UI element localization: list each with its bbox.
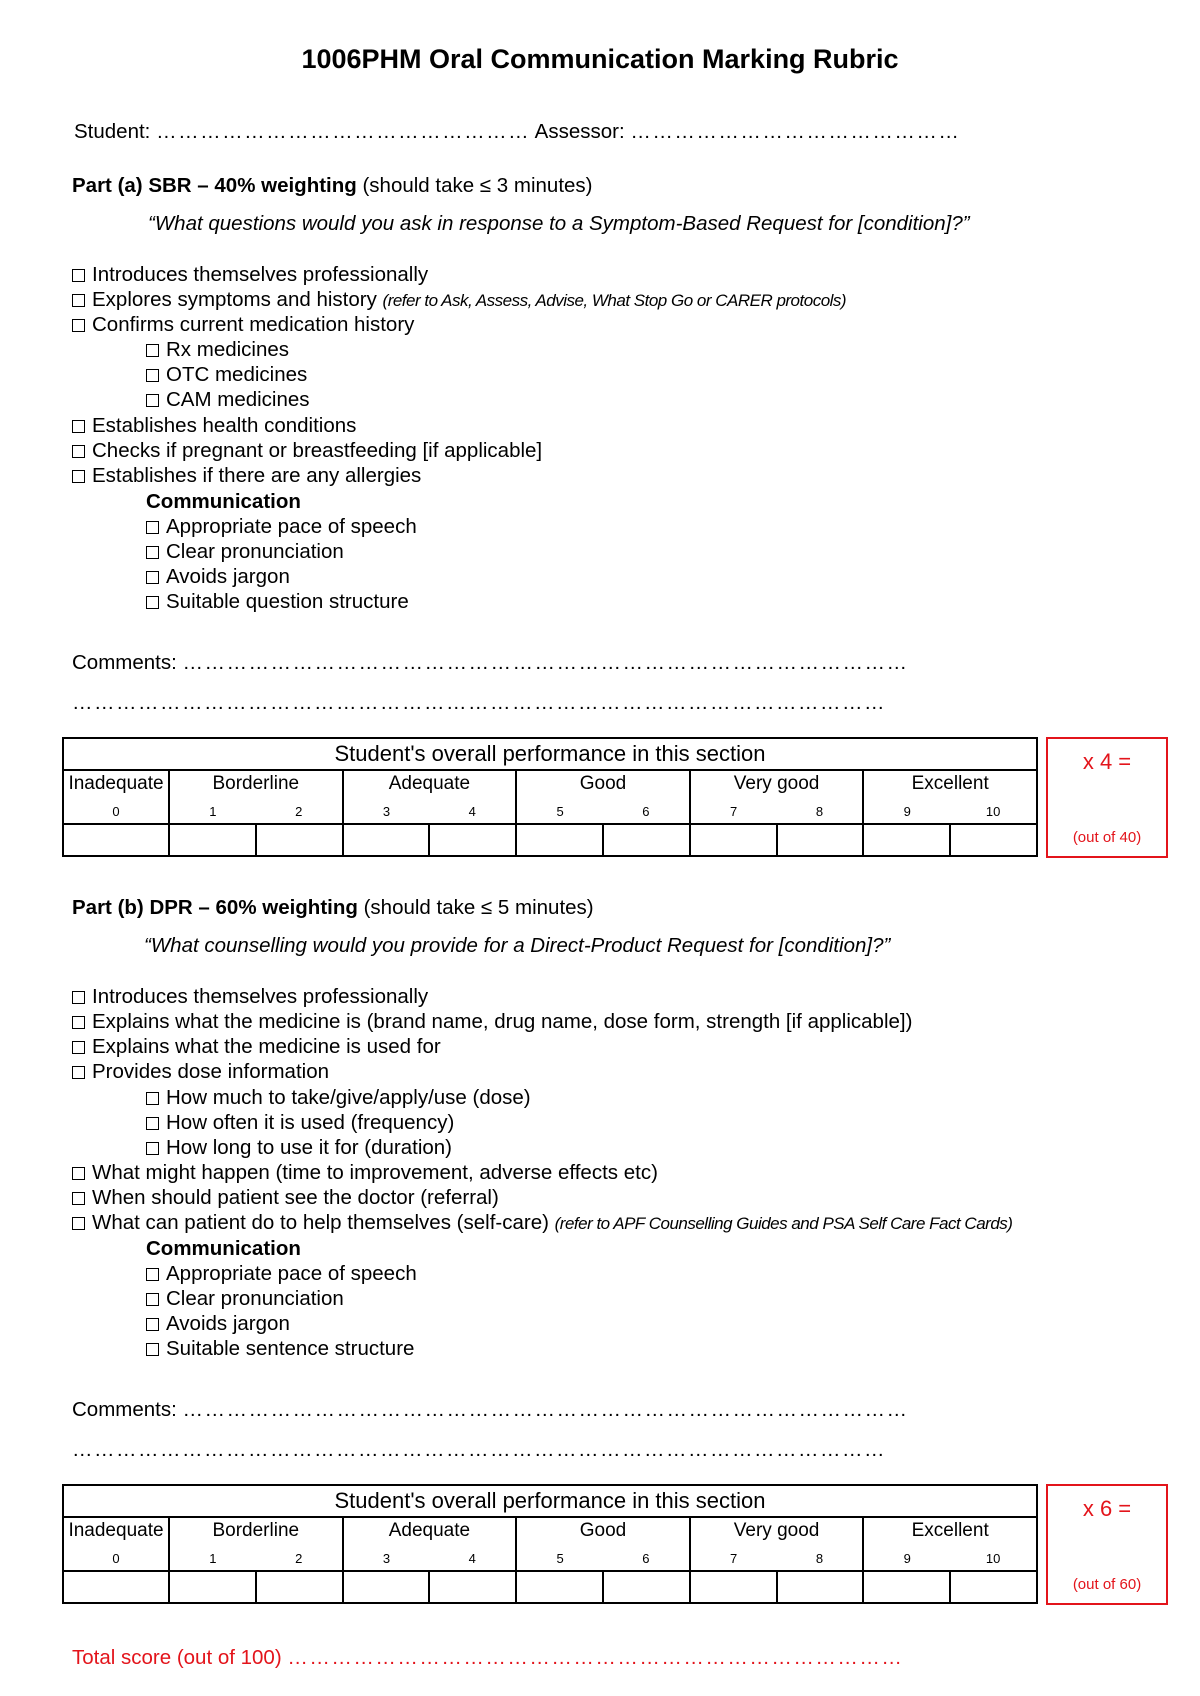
part_b-checklist-item (72, 1161, 658, 1185)
score-cell[interactable] (256, 1571, 343, 1603)
checklist-item-label: What can patient do to help themselves (self-care) (92, 1211, 555, 1234)
checkbox[interactable] (146, 1092, 159, 1105)
performance-category (169, 770, 343, 824)
score-number: 9 (903, 1551, 911, 1566)
part_a-communication-heading: Communication (146, 490, 301, 513)
score-number: 10 (985, 804, 1001, 819)
part_b-checklist-item (146, 1111, 454, 1135)
category-label: Inadequate (68, 1520, 164, 1541)
score-cell[interactable] (516, 824, 603, 856)
category-label: Borderline (212, 773, 300, 794)
checkbox[interactable] (146, 1142, 159, 1155)
score-number: 4 (468, 804, 476, 819)
part-b-comments-line (72, 1398, 909, 1422)
checkbox[interactable] (72, 294, 85, 307)
part-a-heading (72, 174, 593, 198)
part_b-checklist-item (72, 1060, 329, 1084)
part-b-performance-table (62, 1484, 1036, 1604)
checkbox[interactable] (72, 445, 85, 458)
checkbox[interactable] (146, 521, 159, 534)
performance-category (63, 770, 169, 824)
score-cell[interactable] (950, 824, 1037, 856)
performance-category (690, 770, 864, 824)
checklist-item-label: Establishes if there are any allergies (92, 464, 422, 487)
communication-item-label: Avoids jargon (166, 1312, 290, 1335)
score-number: 8 (815, 804, 824, 819)
checkbox[interactable] (72, 1016, 85, 1029)
category-label: Adequate (388, 773, 471, 794)
score-cell[interactable] (343, 1571, 430, 1603)
category-label: Adequate (388, 1520, 471, 1541)
part-a-question: “What questions would you ask in response to a Symptom-Based Request for [condition]?” (148, 212, 970, 235)
part-b-comments-field[interactable]: ……………………………………………………………………………………… (182, 1398, 909, 1421)
score-cell[interactable] (343, 824, 430, 856)
score-number: 5 (556, 804, 564, 819)
category-label: Inadequate (68, 773, 164, 794)
communication-item-label: Clear pronunciation (166, 1287, 344, 1310)
checklist-item-label: CAM medicines (166, 388, 310, 411)
score-cell[interactable] (256, 824, 343, 856)
checkbox[interactable] (72, 991, 85, 1004)
assessor-label: Assessor: (534, 120, 625, 143)
score-number: 10 (985, 1551, 1001, 1566)
performance-category (63, 1517, 169, 1571)
communication-item-label: Suitable question structure (166, 590, 409, 613)
student-label: Student: (74, 120, 151, 143)
category-label: Good (579, 1520, 627, 1541)
checkbox[interactable] (72, 1192, 85, 1205)
part_a-communication-item (146, 515, 417, 539)
checklist-item-label: Confirms current medication history (92, 313, 415, 336)
part_a-checklist-item (146, 363, 307, 387)
part_a-checklist-item (72, 439, 542, 463)
performance-category (169, 1517, 343, 1571)
score-cell[interactable] (603, 824, 690, 856)
checklist-item-label: OTC medicines (166, 363, 308, 386)
checklist-item-label: Checks if pregnant or breastfeeding [if applicable] (92, 439, 543, 462)
score-number: 7 (730, 804, 738, 819)
assessor-field[interactable]: ……………………………………… (630, 120, 961, 143)
score-cell[interactable] (169, 824, 256, 856)
part-b-question: “What counselling would you provide for a Direct-Product Request for [condition]?” (144, 934, 891, 957)
performance-grid (62, 1484, 1038, 1604)
score-number: 2 (295, 804, 303, 819)
performance-category (516, 1517, 690, 1571)
checkbox[interactable] (146, 344, 159, 357)
checkbox[interactable] (72, 1217, 85, 1230)
category-label: Very good (733, 1520, 820, 1541)
score-number: 6 (642, 1551, 650, 1566)
checklist-item-label: Provides dose information (92, 1060, 330, 1083)
communication-item-label: Appropriate pace of speech (166, 1262, 417, 1285)
checklist-item-label: Introduces themselves professionally (92, 263, 429, 286)
score-number: 5 (556, 1551, 564, 1566)
part_a-checklist-item (72, 414, 356, 438)
student-field[interactable]: …………………………………………… (156, 120, 531, 143)
communication-item-label: Suitable sentence structure (166, 1337, 415, 1360)
score-number: 3 (382, 804, 391, 819)
part-a-comments-field[interactable]: ……………………………………………………………………………………… (182, 651, 909, 674)
score-number: 3 (382, 1551, 391, 1566)
part_a-checklist-item (146, 388, 310, 412)
part_b-checklist-item (72, 1035, 441, 1059)
checkbox[interactable] (72, 420, 85, 433)
part_a-checklist-item (72, 464, 421, 488)
part_a-communication-item (146, 590, 409, 614)
performance-category (690, 1517, 864, 1571)
score-number: 7 (730, 1551, 738, 1566)
part-a-performance-table (62, 737, 1036, 857)
performance-header: Student's overall performance in this section (63, 1485, 1037, 1517)
part_b-communication-heading: Communication (146, 1237, 301, 1260)
part_a-checklist-item (72, 288, 846, 313)
performance-category (343, 1517, 517, 1571)
checklist-item-label: Establishes health conditions (92, 414, 357, 437)
performance-category (516, 770, 690, 824)
part-a-heading-bold: Part (a) SBR – 40% weighting (72, 174, 357, 197)
total-score-line (72, 1646, 903, 1670)
communication-item-label: Avoids jargon (166, 565, 290, 588)
checklist-item-label: How much to take/give/apply/use (dose) (166, 1086, 531, 1109)
checkbox[interactable] (146, 1318, 159, 1331)
part_b-communication-item (146, 1337, 414, 1361)
part_b-checklist-item (146, 1136, 452, 1160)
checkbox[interactable] (146, 1268, 159, 1281)
student-assessor-line (74, 120, 960, 144)
score-cell[interactable] (516, 1571, 603, 1603)
score-number: 1 (209, 1551, 217, 1566)
checklist-item-label: Introduces themselves professionally (92, 985, 429, 1008)
part-a-out-of: (out of 40) (1072, 829, 1142, 846)
total-score-field[interactable]: ………………………………………………………………………… (287, 1646, 904, 1669)
part_a-communication-item (146, 540, 344, 564)
score-number: 9 (903, 804, 911, 819)
part_b-communication-item (146, 1287, 344, 1311)
checklist-item-label: Explores symptoms and history (92, 288, 383, 311)
checkbox[interactable] (72, 1167, 85, 1180)
score-cell[interactable] (63, 824, 169, 856)
part_a-checklist-item (72, 313, 414, 337)
checkbox[interactable] (146, 369, 159, 382)
category-label: Very good (733, 773, 820, 794)
checklist-item-note: (refer to APF Counselling Guides and PSA Self Care Fact Cards) (554, 1214, 1013, 1233)
part-b-out-of: (out of 60) (1072, 1576, 1142, 1593)
score-cell[interactable] (63, 1571, 169, 1603)
score-number: 6 (642, 804, 650, 819)
checkbox[interactable] (72, 319, 85, 332)
checklist-item-label: When should patient see the doctor (referral) (92, 1186, 499, 1209)
part_b-checklist-item (72, 1211, 1012, 1236)
part_b-checklist-item (72, 985, 428, 1009)
part-b-comments-label: Comments: (72, 1398, 177, 1421)
score-cell[interactable] (777, 1571, 864, 1603)
checkbox[interactable] (146, 546, 159, 559)
part-a-comments-field-2[interactable]: ………………………………………………………………………………………………… (72, 691, 886, 714)
page-title: 1006PHM Oral Communication Marking Rubric (301, 44, 899, 74)
score-cell[interactable] (429, 824, 516, 856)
part_b-communication-item (146, 1312, 290, 1336)
checkbox[interactable] (146, 1293, 159, 1306)
communication-item-label: Clear pronunciation (166, 540, 344, 563)
score-cell[interactable] (777, 824, 864, 856)
score-cell[interactable] (950, 1571, 1037, 1603)
part-a-comments-line (72, 651, 909, 675)
checkbox[interactable] (146, 394, 159, 407)
category-label: Good (579, 773, 627, 794)
checkbox[interactable] (72, 1066, 85, 1079)
checkbox[interactable] (146, 1117, 159, 1130)
checkbox[interactable] (146, 571, 159, 584)
checklist-item-label: What might happen (time to improvement, adverse effects etc) (92, 1161, 658, 1184)
part-b-heading (72, 896, 594, 920)
part_a-checklist-item (146, 338, 289, 362)
checklist-item-label: Explains what the medicine is (brand name, drug name, dose form, strength [if applicable]) (92, 1010, 913, 1033)
performance-grid (62, 737, 1038, 857)
score-number: 2 (295, 1551, 303, 1566)
category-label: Excellent (911, 773, 989, 794)
checklist-item-note: (refer to Ask, Assess, Advise, What Stop Go or CARER protocols) (382, 291, 847, 310)
part-b-heading-bold: Part (b) DPR – 60% weighting (72, 896, 358, 919)
part_b-checklist-item (72, 1186, 499, 1210)
score-cell[interactable] (690, 824, 777, 856)
part_a-checklist-item (72, 263, 428, 287)
performance-category (863, 1517, 1037, 1571)
checklist-item-label: How often it is used (frequency) (166, 1111, 455, 1134)
score-number: 0 (112, 804, 120, 819)
checklist-item-label: Rx medicines (166, 338, 290, 361)
part_a-communication-item (146, 565, 290, 589)
part-b-multiplier: x 6 = (1082, 1496, 1132, 1521)
score-number: 0 (112, 1551, 120, 1566)
score-number: 8 (815, 1551, 824, 1566)
part-a-heading-time: (should take ≤ 3 minutes) (356, 174, 593, 197)
part_b-checklist-item (72, 1010, 912, 1034)
score-cell[interactable] (863, 824, 950, 856)
part-a-score-box (1046, 737, 1168, 858)
checkbox[interactable] (72, 470, 85, 483)
category-label: Borderline (212, 1520, 300, 1541)
part_b-communication-item (146, 1262, 417, 1286)
part_b-checklist-item (146, 1086, 531, 1110)
part-b-heading-time: (should take ≤ 5 minutes) (357, 896, 594, 919)
score-number: 4 (468, 1551, 476, 1566)
communication-item-label: Appropriate pace of speech (166, 515, 417, 538)
performance-header: Student's overall performance in this section (63, 738, 1037, 770)
score-cell[interactable] (603, 1571, 690, 1603)
checkbox[interactable] (72, 1041, 85, 1054)
performance-category (343, 770, 517, 824)
checkbox[interactable] (146, 596, 159, 609)
checkbox[interactable] (146, 1343, 159, 1356)
score-cell[interactable] (169, 1571, 256, 1603)
checkbox[interactable] (72, 269, 85, 282)
part-a-multiplier: x 4 = (1082, 749, 1132, 774)
checklist-item-label: Explains what the medicine is used for (92, 1035, 441, 1058)
part-b-score-box (1046, 1484, 1168, 1605)
category-label: Excellent (911, 1520, 989, 1541)
score-number: 1 (209, 804, 217, 819)
total-score-label: Total score (out of 100) (72, 1646, 282, 1669)
part-b-comments-field-2[interactable]: ………………………………………………………………………………………………… (72, 1438, 886, 1461)
score-cell[interactable] (863, 1571, 950, 1603)
score-cell[interactable] (429, 1571, 516, 1603)
part-a-comments-label: Comments: (72, 651, 177, 674)
score-cell[interactable] (690, 1571, 777, 1603)
performance-category (863, 770, 1037, 824)
checklist-item-label: How long to use it for (duration) (166, 1136, 452, 1159)
